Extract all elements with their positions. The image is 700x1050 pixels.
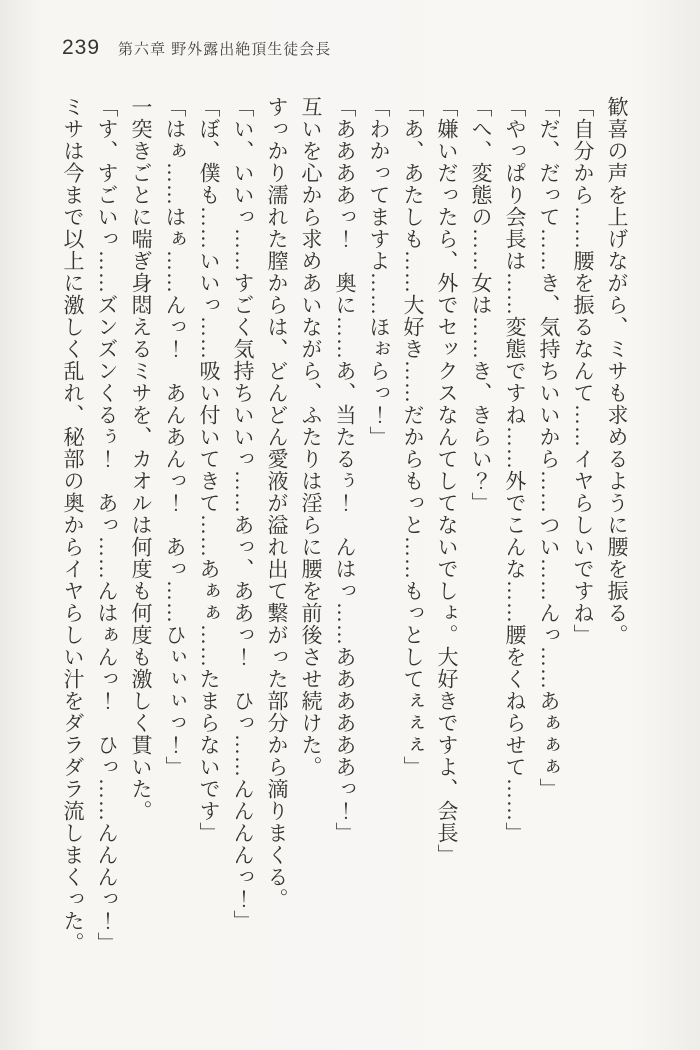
text-column-14: 「はぁ……はぁ……んっ！ あんあんっ！ あっ……ひぃぃぃっ！」 (163, 96, 187, 778)
chapter-header: 第六章 野外露出絶頂生徒会長 (118, 41, 332, 58)
text-column-11: すっかり濡れた膣からは、どんどん愛液が溢れ出て繋がった部分から滴りまくる。 (265, 96, 289, 910)
text-column-16: 「す、すごいっ……ズンズンくるぅ！ あっ……んはぁんっ！ ひっ……んんんっ！」 (95, 96, 119, 954)
text-column-7: 「あ、あたしも……大好き……だからもっと……もっとしてぇぇぇ」 (401, 96, 425, 778)
text-column-12: 「い、いいっ……すごく気持ちいいっ……あっ、ああっ！ ひっ……んんんんっ！」 (231, 96, 255, 932)
text-column-13: 「ぼ、僕も……いいっ……吸い付いてきて……あぁぁ……たまらないです」 (197, 96, 221, 844)
text-column-17: ミサは今まで以上に激しく乱れ、秘部の奥からイヤらしい汁をダラダラ流しまくった。 (61, 96, 85, 954)
text-column-3: 「だ、だって……き、気持ちいいから……つい……んっ……あぁぁぁ」 (537, 96, 561, 800)
text-column-1: 歓喜の声を上げながら、ミサも求めるように腰を振る。 (605, 96, 629, 646)
text-column-15: 一突きごとに喘ぎ身悶えるミサを、カオルは何度も何度も激しく貫いた。 (129, 96, 153, 822)
page-number: 239 (62, 36, 101, 59)
text-column-5: 「へ、変態の……女は……き、きらい？」 (469, 96, 493, 514)
text-column-10: 互いを心から求めあいながら、ふたりは淫らに腰を前後させ続けた。 (299, 96, 323, 778)
text-column-6: 「嫌いだったら、外でセックスなんてしてないでしょ。大好きですよ、会長」 (435, 96, 459, 866)
text-column-4: 「やっぱり会長は……変態ですね……外でこんな……腰をくねらせて……」 (503, 96, 527, 844)
text-column-8: 「わかってますよ……ほぉらっ！」 (367, 96, 391, 448)
page-header (62, 36, 331, 60)
text-column-9: 「ああああっ！ 奥に……あ、当たるぅ！ んはっ……ああああああっ！」 (333, 96, 357, 844)
vertical-text-block (56, 96, 634, 1016)
text-column-2: 「自分から……腰を振るなんて……イヤらしいですね」 (571, 96, 595, 646)
